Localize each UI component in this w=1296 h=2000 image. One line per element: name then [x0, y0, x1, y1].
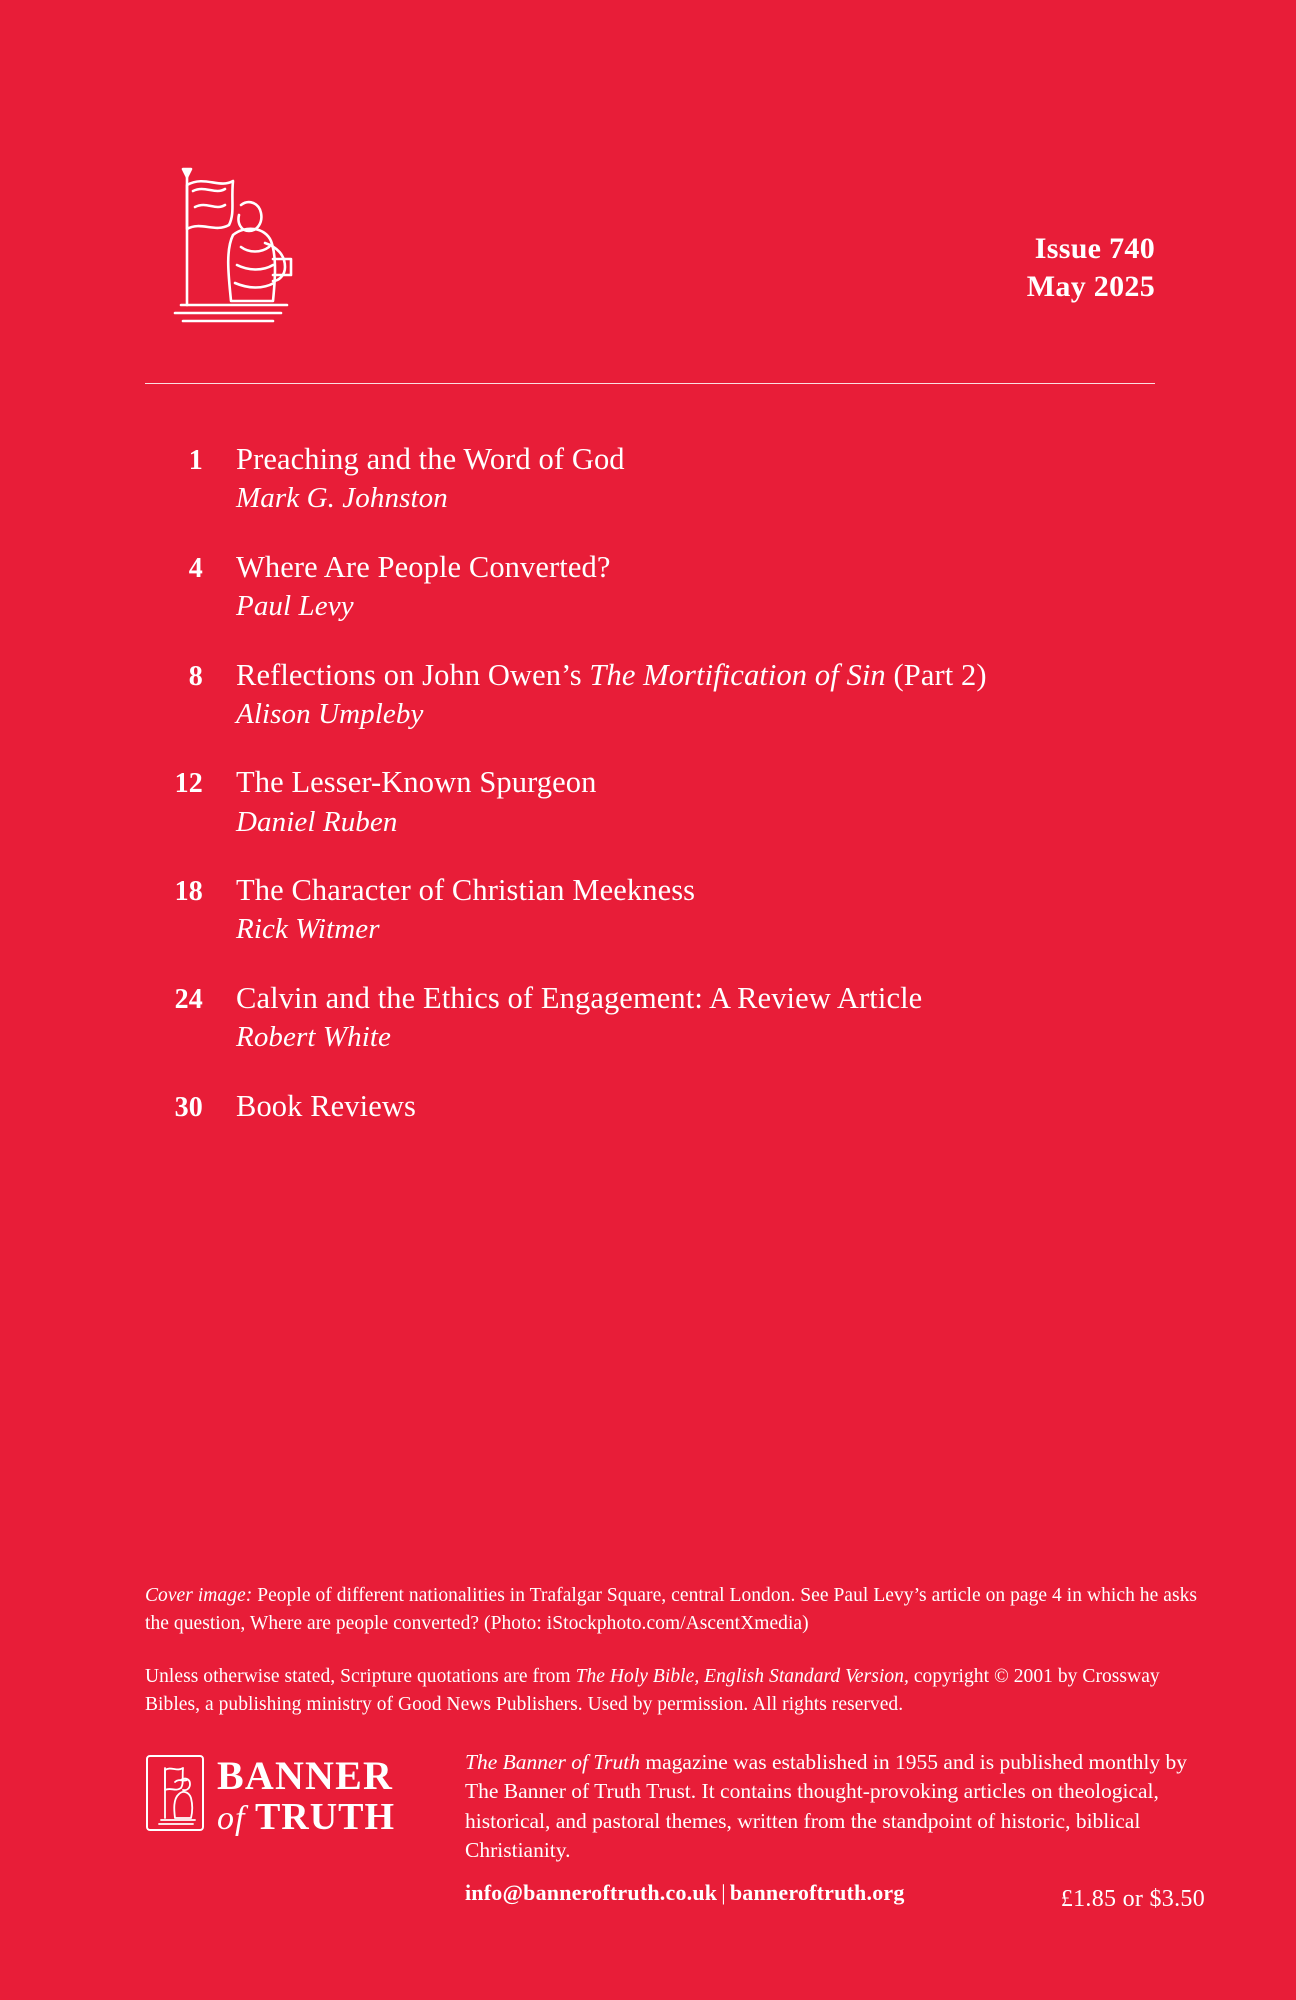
entry-body: [203, 548, 610, 626]
issue-info: [1027, 230, 1155, 307]
entry-body: [203, 1087, 416, 1125]
entry-page-number: 8: [188, 660, 203, 692]
cover-price: £1.85 or $3.50: [1060, 1886, 1205, 1912]
cover-image-note: [145, 1582, 1205, 1637]
entry-author: Paul Levy: [236, 589, 354, 622]
footnotes: [145, 1582, 1205, 1745]
list-item[interactable]: [145, 763, 1165, 841]
scripture-version: The Holy Bible, English Standard Version,: [575, 1666, 909, 1688]
blurb-text: magazine was established in 1955 and is published monthly by The Banner of Truth Trust. It contains thought-provoking articles on theological, historical, and pastoral themes, written from the standpoint of historic, biblical Christianity.: [465, 1750, 1187, 1863]
entry-author: Robert White: [236, 1021, 392, 1054]
page-header: [145, 140, 1155, 340]
wordmark-banner: BANNER: [217, 1753, 394, 1798]
publication-blurb: [465, 1748, 1225, 1866]
entry-title: The Character of Christian Meekness: [236, 873, 696, 908]
wordmark-truth: [217, 1798, 447, 1836]
entry-body: [203, 979, 922, 1057]
entry-page-number: 1: [188, 445, 203, 476]
scripture-prefix: Unless otherwise stated, Scripture quotations are from: [145, 1666, 576, 1688]
contact-website[interactable]: banneroftruth.org: [729, 1880, 905, 1905]
entry-title: [236, 656, 987, 694]
banner-of-truth-wordmark: [217, 1753, 447, 1838]
list-item[interactable]: [145, 871, 1165, 949]
issue-date: May 2025: [1026, 270, 1155, 304]
entry-author: Alison Umpleby: [236, 697, 424, 730]
entry-author: Rick Witmer: [236, 913, 380, 946]
entry-title: Book Reviews: [236, 1088, 416, 1123]
wordmark-of: of: [217, 1800, 255, 1837]
list-item[interactable]: [145, 656, 1165, 734]
header-divider: [145, 383, 1155, 384]
wordmark-truth-text: TRUTH: [254, 1796, 396, 1838]
colophon: [145, 1748, 1205, 1928]
scripture-note: [145, 1663, 1205, 1718]
entry-body: [203, 763, 596, 841]
entry-title-italic: The Mortification of Sin: [589, 657, 886, 692]
cover-image-label: Cover image:: [145, 1585, 253, 1606]
entry-page-number: 4: [188, 552, 203, 584]
entry-title-suffix: (Part 2): [885, 657, 987, 692]
contact-email[interactable]: info@banneroftruth.co.uk: [465, 1880, 718, 1905]
entry-title: Preaching and the Word of God: [236, 442, 625, 476]
entry-page-number: 18: [174, 876, 203, 908]
entry-body: [203, 440, 625, 518]
list-item[interactable]: [145, 1087, 1165, 1127]
contents-list: [145, 440, 1165, 1157]
scripture-suffix: copyright © 2001 by Crossway Bibles, a publishing ministry of Good News Publishers. Used by permission. All rights reserved.: [145, 1666, 1160, 1716]
entry-author: Daniel Ruben: [236, 805, 398, 838]
list-item[interactable]: [145, 440, 1165, 518]
cover-image-text: People of different nationalities in Trafalgar Square, central London. See Paul Levy’s article on page 4 in which he asks the question, Where are people converted? (Photo: iStockphoto.com/AscentXmedia): [145, 1585, 1198, 1634]
entry-title: Calvin and the Ethics of Engagement: A Review Article: [236, 981, 923, 1016]
banner-of-truth-emblem-icon: [145, 155, 295, 335]
entry-title-prefix: Reflections on John Owen’s: [236, 657, 590, 692]
entry-title: Where Are People Converted?: [236, 549, 611, 584]
contact-separator: |: [721, 1880, 726, 1905]
list-item[interactable]: [145, 979, 1165, 1057]
contact-line: [465, 1880, 905, 1906]
entry-title: The Lesser-Known Spurgeon: [236, 765, 597, 800]
list-item[interactable]: [145, 548, 1165, 626]
banner-of-truth-seal-icon: [145, 1754, 205, 1832]
entry-body: [203, 871, 695, 949]
entry-body: [203, 656, 987, 734]
blurb-title: The Banner of Truth: [465, 1750, 641, 1774]
entry-author: Mark G. Johnston: [236, 482, 448, 515]
entry-page-number: 30: [174, 1091, 203, 1123]
entry-page-number: 12: [174, 768, 203, 800]
issue-number: Issue 740: [1034, 232, 1155, 265]
entry-page-number: 24: [174, 984, 203, 1016]
